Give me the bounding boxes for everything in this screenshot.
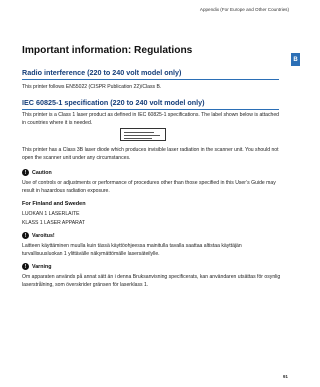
varning-heading bbox=[22, 263, 51, 270]
radio-interference-text: This printer follows EN55022 (CISPR Publication 22)/Class B. bbox=[22, 84, 162, 90]
caution-label: Caution bbox=[32, 169, 52, 176]
running-head: Appendix (For Europe and Other Countries) bbox=[199, 7, 289, 12]
radio-interference-heading: Radio interference (220 to 240 volt model only) bbox=[22, 68, 182, 77]
varning-label: Varning bbox=[32, 263, 52, 270]
class-1-laser-label-image bbox=[120, 128, 166, 141]
warning-icon: ! bbox=[22, 232, 29, 239]
finland-sweden-heading: For Finland and Sweden bbox=[22, 201, 86, 207]
caution-text: Use of controls or adjustments or performance of procedures other than those specified in this User’s Guide may result in hazardous radiation exposure. bbox=[22, 180, 276, 194]
iec-specification-heading: IEC 60825-1 specification (220 to 240 volt model only) bbox=[22, 98, 205, 107]
caution-heading bbox=[22, 169, 52, 176]
iec-specification-text: This printer is a Class 1 laser product as defined in IEC 60825-1 specifications. The label shown below is attached in countries where it is needed. bbox=[22, 112, 279, 126]
class-3b-laser-text: This printer has a Class 3B laser diode which produces invisible laser radiation in the scanner unit. You should not open the scanner unit under any circumstances. bbox=[22, 147, 279, 161]
swedish-laser-class: KLASS 1 LASER APPARAT bbox=[22, 220, 85, 226]
section-rule bbox=[22, 79, 279, 80]
appendix-tab: B bbox=[291, 53, 300, 66]
warning-icon: ! bbox=[22, 263, 29, 270]
caution-icon: ! bbox=[22, 169, 29, 176]
page-title: Important information: Regulations bbox=[22, 45, 193, 56]
varoitus-label: Varoitus! bbox=[32, 232, 55, 239]
label-text-line bbox=[124, 138, 152, 139]
section-rule bbox=[22, 109, 279, 110]
varoitus-heading bbox=[22, 232, 55, 239]
varning-text: Om apparaten används på annat sätt än i denna Bruksanvisning specificerats, kan användaren utsättas för osynlig laserstrålning, som överskrider gränsen för laserklass 1. bbox=[22, 274, 281, 288]
label-text-line bbox=[124, 135, 160, 136]
varoitus-text: Laitteen käyttäminen muulla kuin tässä käyttöohjeessa mainitulla tavalla saattaa altistaa käyttäjän turvallisuusluokan 1 ylittävälle näkymättömälle lasersäteilylle. bbox=[22, 243, 242, 257]
label-text-line bbox=[124, 132, 154, 133]
page-number: 91 bbox=[282, 374, 288, 379]
finnish-laser-class: LUOKAN 1 LASERLAITE bbox=[22, 211, 80, 217]
